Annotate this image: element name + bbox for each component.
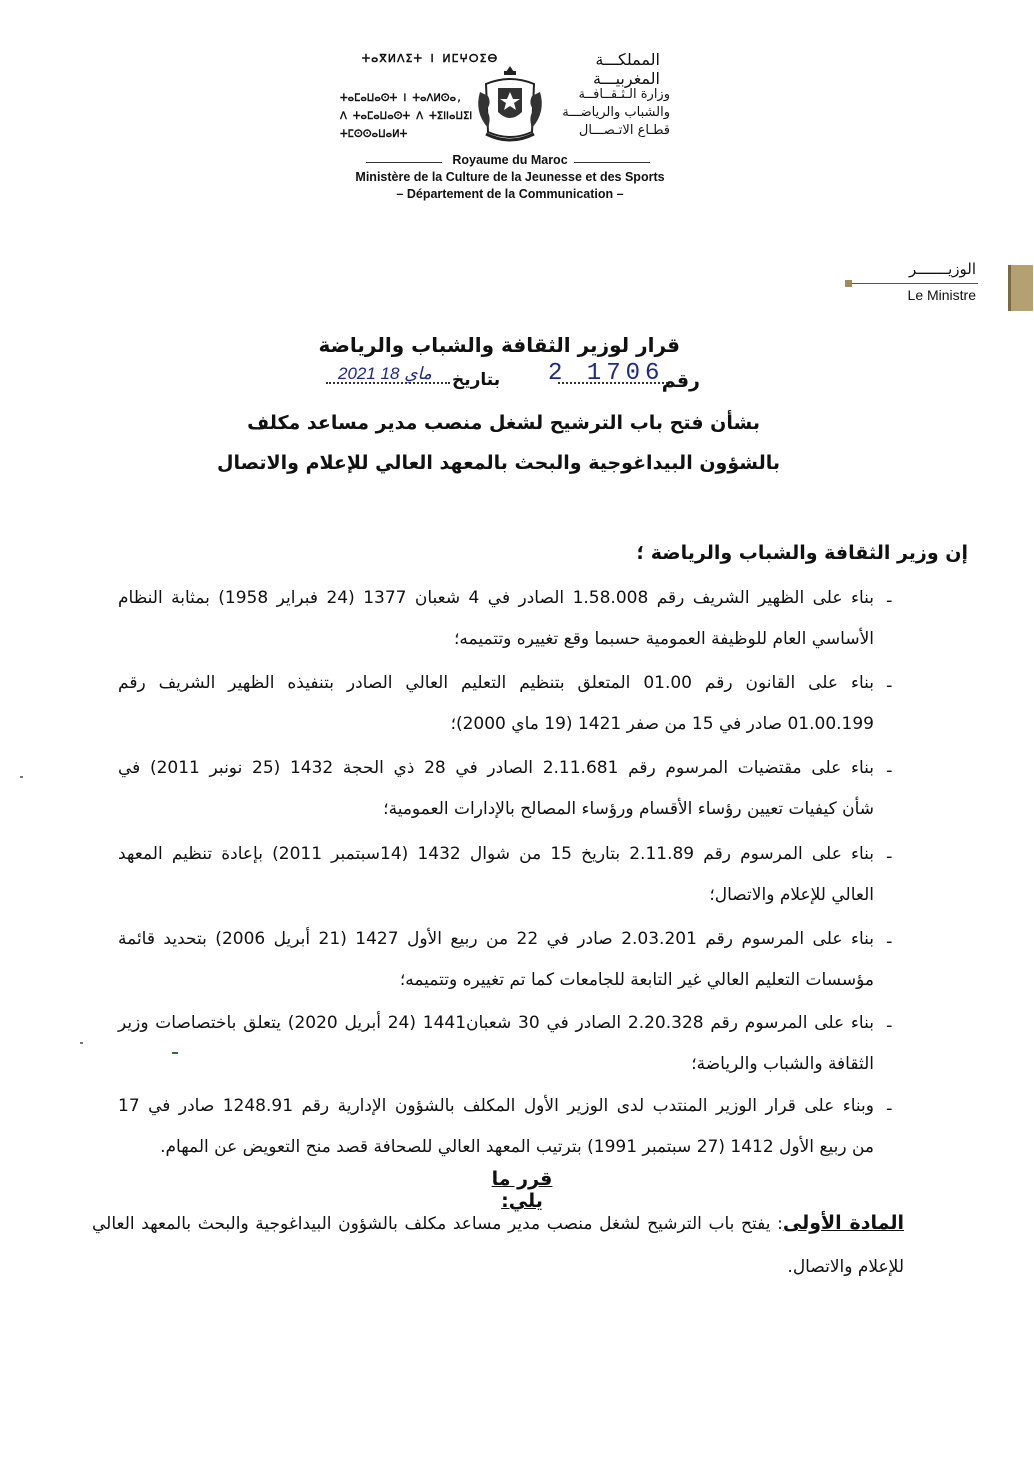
header-tifinagh-ministry — [340, 90, 473, 144]
visa-line: 01.00.199 صادر في 15 من صفر 1421 (19 ماي 2000)؛ — [450, 714, 874, 734]
number-label: رقم — [661, 370, 700, 392]
decision-subject-line1: بشأن فتح باب الترشيح لشغل منصب مدير مساعد مكلف — [247, 412, 760, 434]
decision-subject-line2: بالشؤون البيداغوجية والبحث بالمعهد العالي للإعلام والاتصال — [217, 452, 780, 474]
visa-line: بناء على المرسوم رقم 2.03.201 صادر في 22 من ربيع الأول 1427 (21 أبريل 2006) بتحديد قائمة — [118, 929, 874, 949]
header-tifinagh-line: ⵜⴰⵎⴰⵡⴰⵙⵜ ⵏ ⵜⴰⴷⵍⵙⴰ, — [340, 93, 463, 104]
visa-bullet: - — [886, 675, 893, 696]
header-fr-kingdom: Royaume du Maroc — [452, 153, 568, 167]
visa-item — [118, 1086, 874, 1168]
visa-bullet: - — [886, 760, 893, 781]
header-ar-kingdom: المملكـــة المغربيـــة — [592, 50, 660, 88]
visa-line: بناء على القانون رقم 01.00 المتعلق بتنظيم التعليم العالي الصادر بتنفيذه الظهير الشريف رقم — [118, 673, 874, 693]
visa-bullet: - — [886, 590, 893, 611]
visa-bullet: - — [886, 1015, 893, 1036]
visa-item — [118, 578, 874, 660]
minister-label-fr: Le Ministre — [907, 287, 976, 303]
decision-date: 2021 ماي 18 — [338, 364, 432, 383]
visa-bullet: - — [886, 846, 893, 867]
visa-item — [118, 834, 874, 916]
article-1-text: : يفتح باب الترشيح لشغل منصب مدير مساعد مكلف بالشؤون البيداغوجية والبحث بالمعهد العالي — [92, 1214, 783, 1234]
header-ar-ministry-line: وزارة الـثـقــافــة — [578, 87, 670, 102]
scan-speck — [20, 776, 23, 778]
article-1-line — [92, 1202, 904, 1246]
decision-title: قرار لوزير الثقافة والشباب والرياضة — [318, 333, 680, 357]
header-tifinagh-line: ⵜⵎⵙⵙⴰⵡⴰⵍⵜ — [340, 129, 408, 140]
scan-speck — [80, 1042, 83, 1044]
header-ar-ministry-line: قطـاع الاتـصـــال — [578, 123, 670, 138]
article-1-line: للإعلام والاتصال. — [787, 1257, 904, 1277]
header-fr-block — [300, 152, 720, 203]
scan-speck — [172, 1052, 178, 1054]
visa-item — [118, 1003, 874, 1085]
header-fr-ministry: Ministère de la Culture de la Jeunesse et des Sports — [355, 170, 665, 184]
visa-line: الأساسي العام للوظيفة العمومية حسبما وقع تغييره وتتميمه؛ — [454, 629, 874, 649]
minister-tab — [1008, 265, 1033, 311]
visa-bullet: - — [886, 931, 893, 952]
minister-rule — [850, 283, 978, 284]
minister-label-ar: الوزيـــــــر — [909, 260, 976, 278]
visa-line: بناء على المرسوم رقم 2.20.328 الصادر في 30 شعبان1441 (24 أبريل 2020) يتعلق باختصاصات وزير — [118, 1013, 874, 1033]
decree-heading: قرر ما يلي: — [491, 1168, 553, 1212]
preamble-intro: إن وزير الثقافة والشباب والرياضة ؛ — [636, 542, 968, 564]
date-label: بتاريخ — [452, 370, 501, 390]
header-ar-ministry-line: والشباب والرياضـــة — [562, 105, 670, 120]
minister-dot — [845, 280, 852, 287]
visa-line: بناء على الظهير الشريف رقم 1.58.008 الصادر في 4 شعبان 1377 (24 فبراير 1958) بمثابة النظام — [118, 588, 874, 608]
header-tifinagh-kingdom: ⵜⴰⴳⵍⴷⵉⵜ ⵏ ⵍⵎⵖⵔⵉⴱ — [361, 52, 499, 65]
visa-line: العالي للإعلام والاتصال؛ — [709, 885, 874, 905]
visa-line: وبناء على قرار الوزير المنتدب لدى الوزير الأول المكلف بالشؤون الإدارية رقم 1248.91 صادر في 17 — [118, 1096, 874, 1116]
coat-of-arms-icon — [470, 62, 550, 146]
visa-line: بناء على المرسوم رقم 2.11.89 بتاريخ 15 من شوال 1432 (14سبتمبر 2011) بإعادة تنظيم المعهد — [118, 844, 875, 864]
visa-bullet: - — [886, 1098, 893, 1119]
visa-item — [118, 919, 874, 1001]
visa-item — [118, 748, 874, 830]
decision-number-row — [300, 360, 700, 396]
visa-line: من ربيع الأول 1412 (27 سبتمبر 1991) بترتيب المعهد العالي للصحافة قصد منح التعويض عن المهام. — [160, 1137, 874, 1157]
article-1-label: المادة الأولى — [782, 1212, 904, 1234]
visa-line: بناء على مقتضيات المرسوم رقم 2.11.681 الصادر في 28 ذي الحجة 1432 (25 نونبر 2011) في — [118, 758, 874, 778]
header-tifinagh-line: ⴷ ⵜⴰⵎⴰⵡⴰⵙⵜ ⴷ ⵜⵉⵏⵏⴰⵡⵉⵏ — [340, 111, 473, 122]
visa-line: مؤسسات التعليم العالي غير التابعة للجامعات كما تم تغييره وتتميمه؛ — [399, 970, 874, 990]
article-1 — [92, 1202, 904, 1289]
decision-number: 2 1706 — [548, 360, 665, 387]
visa-item — [118, 663, 874, 745]
visa-line: الثقافة والشباب والرياضة؛ — [691, 1054, 874, 1074]
header-fr-department: – Département de la Communication – — [396, 187, 624, 201]
visa-line: شأن كيفيات تعيين رؤساء الأقسام ورؤساء المصالح بالإدارات العمومية؛ — [383, 799, 874, 819]
header-ar-ministry — [540, 86, 670, 140]
